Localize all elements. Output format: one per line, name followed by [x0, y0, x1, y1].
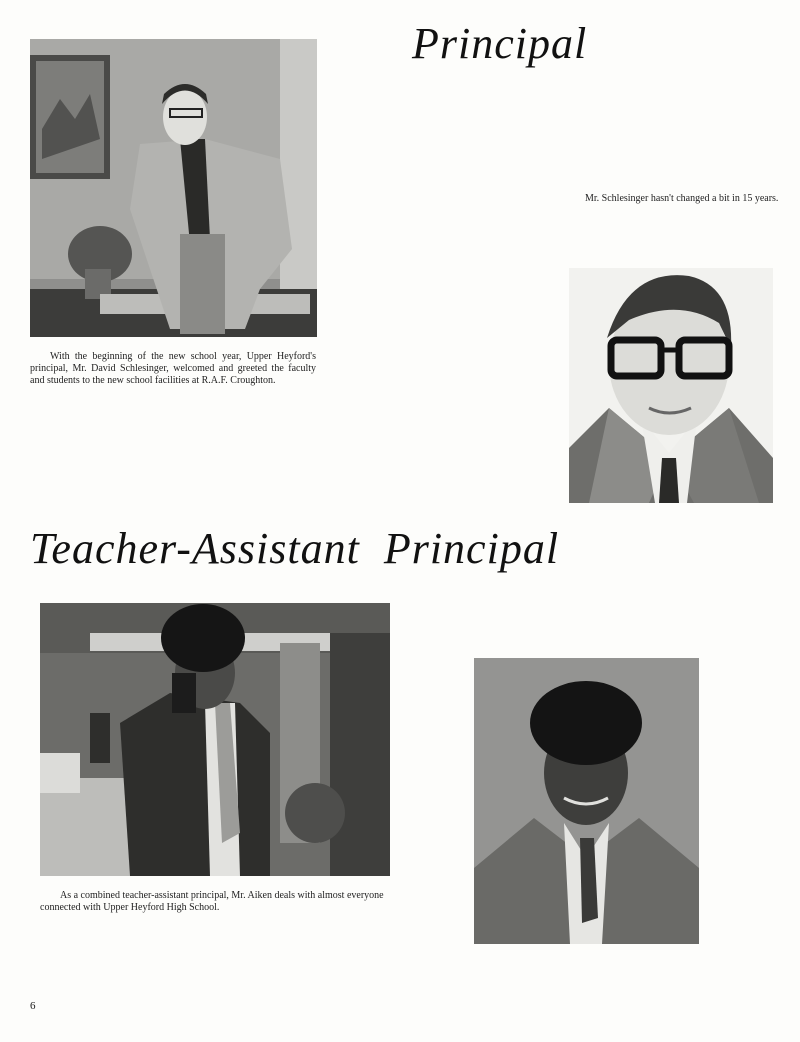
assistant-principal-heading: Teacher-Assistant Principal	[30, 524, 560, 573]
assistant-phone-caption: As a combined teacher-assistant principal, Mr. Aiken deals with almost everyone connected with Upper Heyford High School.	[40, 890, 384, 913]
principal-portrait-photo	[569, 268, 773, 503]
principal-heading: Principal	[412, 19, 588, 68]
assistant-portrait-photo	[474, 658, 699, 944]
principal-portrait-caption: Mr. Schlesinger hasn't changed a bit in 15 years.	[585, 193, 779, 204]
principal-standing-caption: With the beginning of the new school year, Upper Heyford's principal, Mr. David Schlesinger, welcomed and greeted the faculty and students to the new school facilities at R.A.F. Croughton.	[30, 351, 316, 386]
assistant-phone-photo	[40, 603, 390, 876]
page-number: 6	[30, 1000, 36, 1012]
principal-standing-photo	[30, 39, 317, 337]
